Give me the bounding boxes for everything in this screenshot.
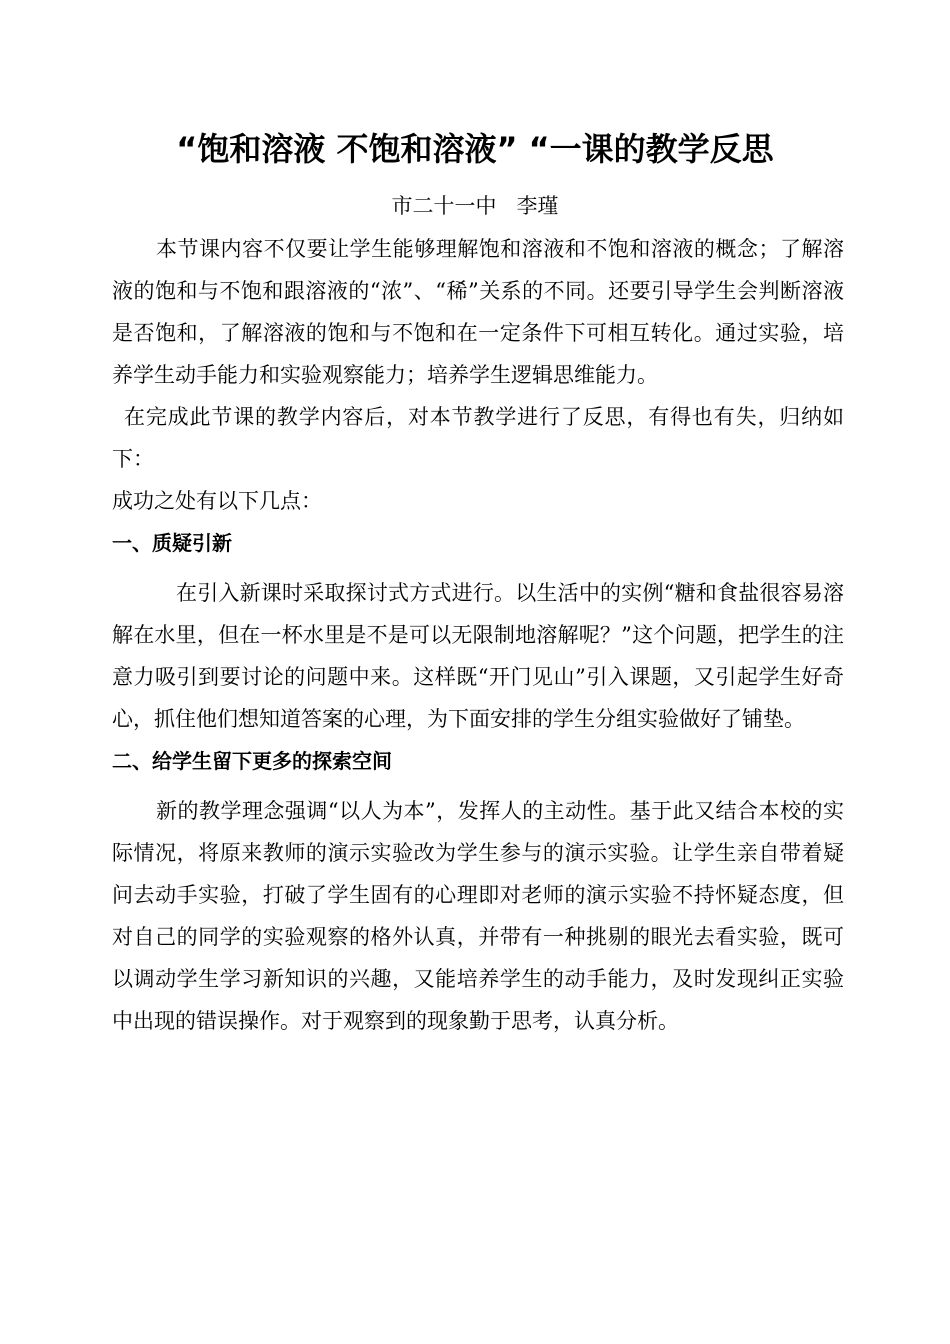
document-author: 市二十一中 李瑾 [391,194,559,218]
document-title: “饱和溶液 不饱和溶液” “一课的教学反思 [176,130,774,168]
reflection-paragraph: 在完成此节课的教学内容后，对本节教学进行了反思，有得也有失，归纳如下： [112,405,844,471]
section-paragraph-1: 在引入新课时采取探讨式方式进行。以生活中的实例“糖和食盐很容易溶解在水里，但在一杯水里是不是可以无限制地溶解呢？”这个问题，把学生的注意力吸引到要讨论的问题中来。这样既“开门见山”引入课题，又引起学生好奇心，抓住他们想知道答案的心理，为下面安排的学生分组实验做好了铺垫。 [112,581,844,731]
intro-paragraph: 本节课内容不仅要让学生能够理解饱和溶液和不饱和溶液的概念；了解溶液的饱和与不饱和跟溶液的“浓”、“稀”关系的不同。还要引导学生会判断溶液是否饱和，了解溶液的饱和与不饱和在一定条件下可相互转化。通过实验，培养学生动手能力和实验观察能力；培养学生逻辑思维能力。 [112,237,844,387]
section-paragraph-2: 新的教学理念强调“以人为本”，发挥人的主动性。基于此又结合本校的实际情况，将原来教师的演示实验改为学生参与的演示实验。让学生亲自带着疑问去动手实验，打破了学生固有的心理即对老师的演示实验不持怀疑态度，但对自己的同学的实验观察的格外认真，并带有一种挑剔的眼光去看实验，既可以调动学生学习新知识的兴趣，又能培养学生的动手能力，及时发现纠正实验中出现的错误操作。对于观察到的现象勤于思考，认真分析。 [112,799,844,1033]
document-body [112,228,844,1042]
section-heading-2: 二、给学生留下更多的探索空间 [112,749,392,773]
success-intro: 成功之处有以下几点： [112,489,322,513]
section-heading-1: 一、质疑引新 [112,531,232,555]
